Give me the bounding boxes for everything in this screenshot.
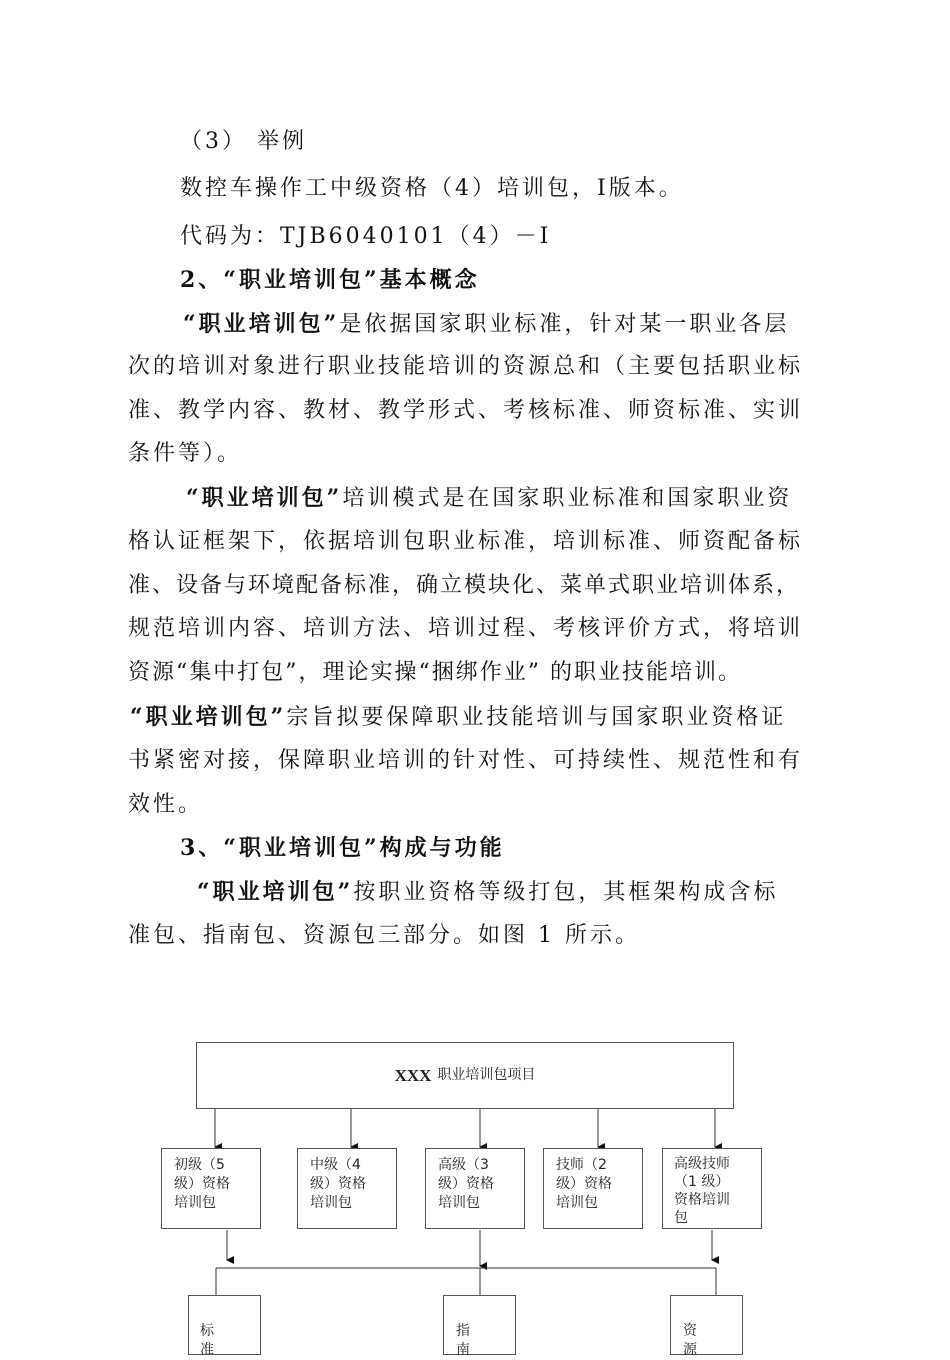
para-1-line-4: 条件等）。 bbox=[128, 441, 243, 466]
para-1-line-1-text: 是依据国家职业标准，针对某一职业各层 bbox=[339, 312, 790, 337]
example-line-2: 代码为：TJB6040101（4）－Ⅰ bbox=[180, 224, 552, 249]
level-box-line: 资格培训 bbox=[674, 1192, 730, 1208]
level-box-intermediate bbox=[297, 1148, 397, 1229]
package-box-line: 指 bbox=[456, 1323, 470, 1339]
package-box-line: 南 bbox=[456, 1342, 470, 1358]
level-box-line: 高级（3 bbox=[438, 1157, 489, 1173]
level-box-line: 级）资格 bbox=[438, 1176, 494, 1192]
term-vocational-training-package: “职业培训包” bbox=[183, 311, 340, 337]
para-1-line-3: 准、教学内容、教材、教学形式、考核标准、师资标准、实训 bbox=[128, 398, 804, 423]
level-box-line: 初级（5 bbox=[174, 1157, 225, 1173]
level-box-line: 培训包 bbox=[310, 1195, 352, 1211]
level-box-senior bbox=[425, 1148, 525, 1229]
level-box-line: 级）资格 bbox=[310, 1176, 366, 1192]
level-box-line: 高级技师 bbox=[674, 1156, 730, 1172]
project-prefix: XXX bbox=[394, 1066, 432, 1085]
level-box-line: 技师（2 bbox=[556, 1157, 607, 1173]
para-1-line-2: 次的培训对象进行职业技能培训的资源总和（主要包括职业标 bbox=[128, 354, 804, 379]
term-vocational-training-package: “职业培训包” bbox=[130, 704, 287, 730]
para-4-line-1-text: 按职业资格等级打包，其框架构成含标 bbox=[353, 880, 779, 905]
package-box-guide bbox=[443, 1295, 516, 1358]
level-box-senior-technician bbox=[662, 1148, 762, 1229]
para-2-line-3: 准、设备与环境配备标准，确立模块化、菜单式职业培训体系， bbox=[128, 573, 801, 598]
project-label: 职业培训包项目 bbox=[437, 1067, 536, 1083]
package-box-line: 准 bbox=[200, 1342, 214, 1358]
para-3-line-1-text: 宗旨拟要保障职业技能培训与国家职业资格证 bbox=[286, 705, 787, 730]
level-box-line: 级）资格 bbox=[556, 1176, 612, 1192]
level-box-technician bbox=[543, 1148, 643, 1229]
para-3-line-2: 书紧密对接，保障职业培训的针对性、可持续性、规范性和有 bbox=[128, 748, 804, 773]
package-box-line: 源 bbox=[683, 1342, 697, 1358]
package-box-resource bbox=[670, 1295, 743, 1358]
para-2-line-5: 资源“集中打包”，理论实操“捆绑作业” 的职业技能培训。 bbox=[128, 660, 742, 685]
example-heading: （3） 举例 bbox=[180, 129, 307, 154]
level-box-line: 培训包 bbox=[438, 1195, 480, 1211]
package-box-line: 资 bbox=[683, 1323, 697, 1339]
para-2-line-1-text: 培训模式是在国家职业标准和国家职业资 bbox=[342, 486, 793, 511]
level-box-junior bbox=[161, 1148, 261, 1229]
para-3-line-3: 效性。 bbox=[128, 792, 204, 817]
section-2-heading: 2、“职业培训包”基本概念 bbox=[180, 267, 480, 293]
project-box bbox=[196, 1042, 734, 1109]
term-vocational-training-package: “职业培训包” bbox=[186, 485, 343, 511]
level-box-line: 中级（4 bbox=[310, 1157, 361, 1173]
level-box-line: （1 级） bbox=[674, 1174, 730, 1190]
term-vocational-training-package: “职业培训包” bbox=[197, 879, 354, 905]
level-box-line: 包 bbox=[674, 1210, 688, 1226]
level-box-line: 培训包 bbox=[174, 1195, 216, 1211]
level-box-line: 级）资格 bbox=[174, 1176, 230, 1192]
para-2-line-2: 格认证框架下，依据培训包职业标准，培训标准、师资配备标 bbox=[128, 529, 804, 554]
para-2-line-4: 规范培训内容、培训方法、培训过程、考核评价方式，将培训 bbox=[128, 616, 804, 641]
example-line-1: 数控车操作工中级资格（4）培训包，Ⅰ版本。 bbox=[180, 176, 684, 201]
para-4-line-2: 准包、指南包、资源包三部分。如图 1 所示。 bbox=[128, 923, 640, 948]
package-box-standard bbox=[188, 1295, 261, 1358]
level-box-line: 培训包 bbox=[556, 1195, 598, 1211]
package-box-line: 标 bbox=[200, 1323, 214, 1339]
section-3-heading: 3、“职业培训包”构成与功能 bbox=[180, 835, 505, 861]
